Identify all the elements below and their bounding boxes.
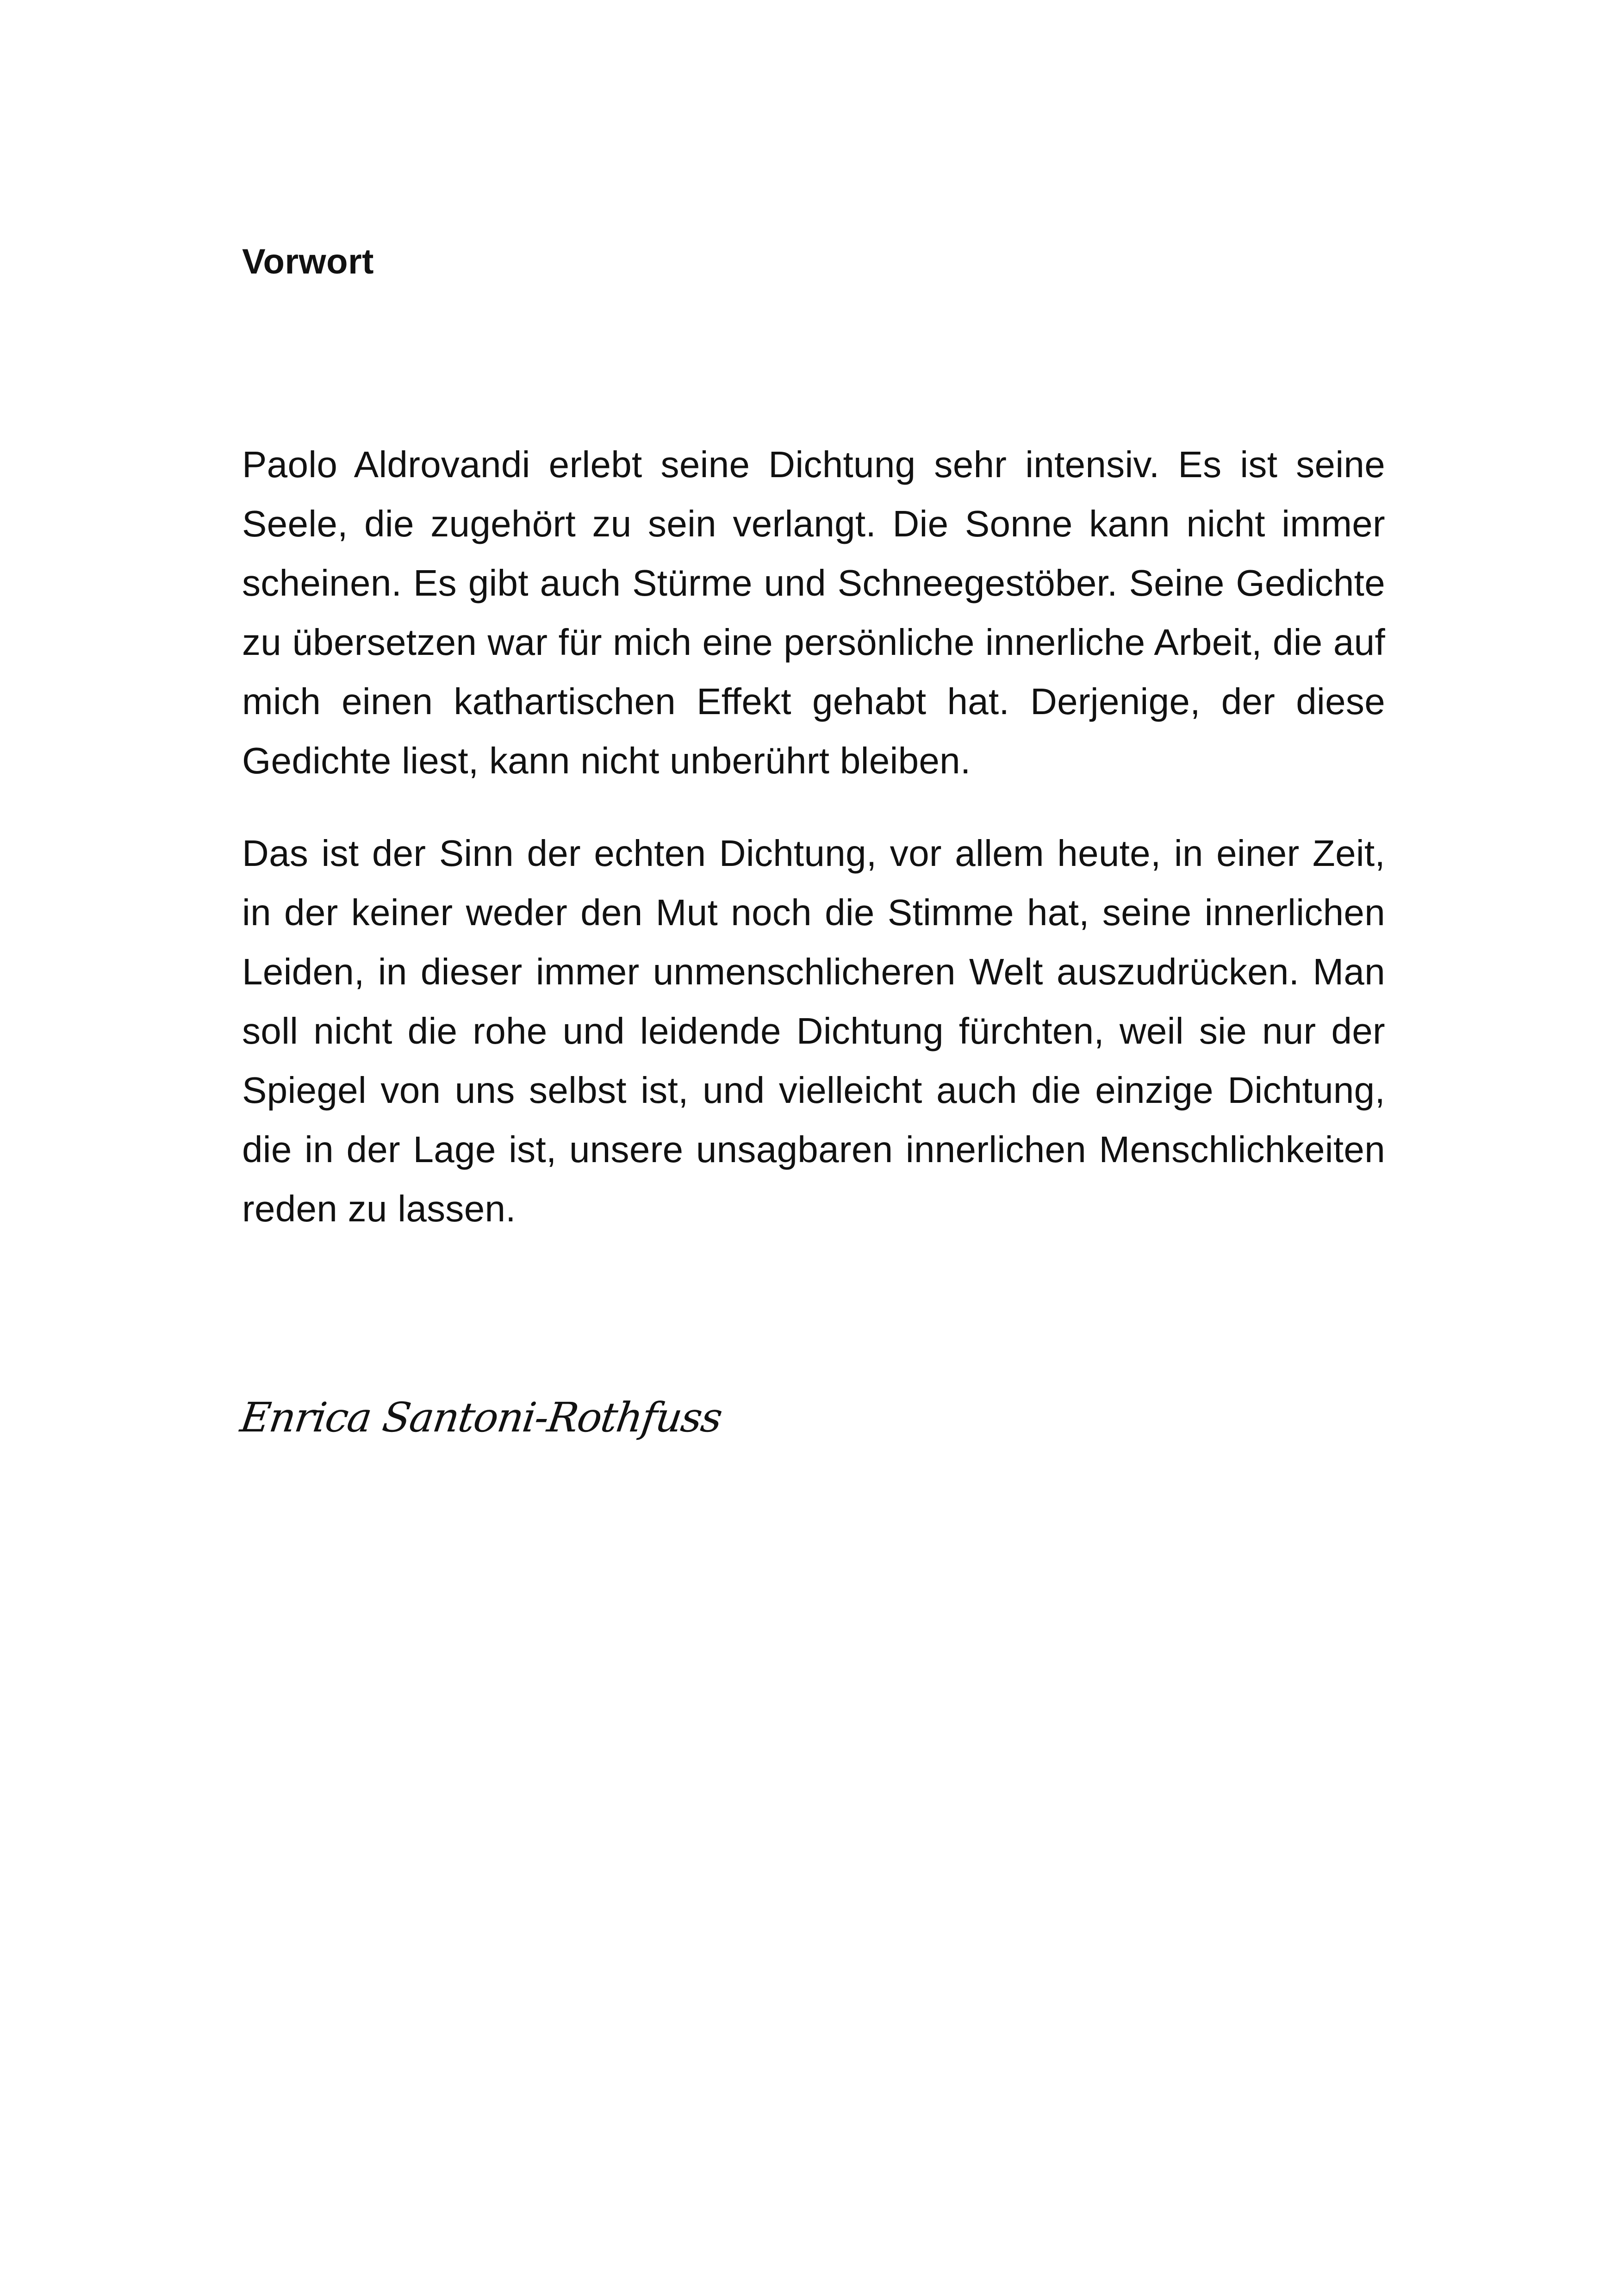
page-title: Vorwort: [242, 242, 374, 281]
paragraph-2: Das ist der Sinn der echten Dichtung, vor allem heute, in einer Zeit, in der keiner weder den Mut noch die Stimme hat, seine innerlichen Leiden, in dieser immer unmenschlicheren Welt auszudrücken. Man soll nicht die rohe und leidende Dichtung fürchten, weil sie nur der Spiegel von uns selbst ist, und vielleicht auch die einzige Dichtung, die in der Lage ist, unsere unsagbaren innerlichen Menschlichkeiten reden zu lassen.: [242, 833, 1385, 1229]
body-text: [242, 435, 1385, 1238]
paragraph-1: Paolo Aldrovandi erlebt seine Dichtung sehr intensiv. Es ist seine Seele, die zugehört zu sein verlangt. Die Sonne kann nicht immer scheinen. Es gibt auch Stürme und Schneegestöber. Seine Gedichte zu übersetzen war für mich eine persönliche innerliche Arbeit, die auf mich einen kathartischen Effekt gehabt hat. Derjenige, der diese Gedichte liest, kann nicht unberührt bleiben.: [242, 444, 1385, 781]
author-signature: Enrica Santoni-Rothfuss: [237, 1394, 725, 1441]
